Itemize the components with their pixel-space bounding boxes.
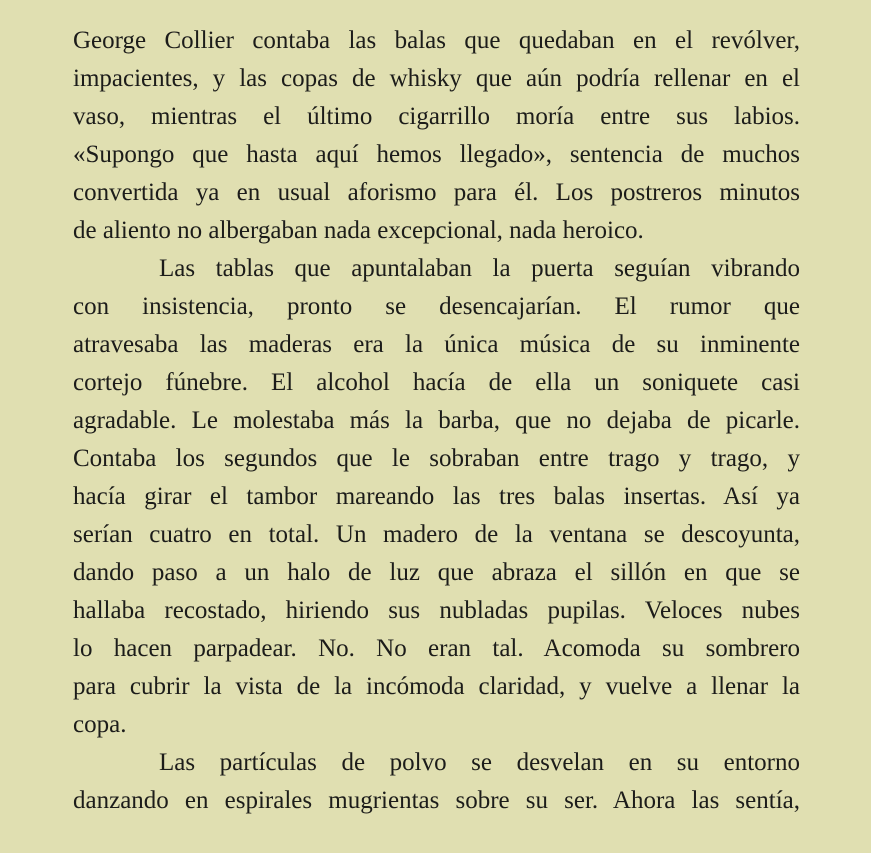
text-line: Las tablas que apuntalaban la puerta seguían vibrando <box>159 255 800 282</box>
text-line: hallaba recostado, hiriendo sus nubladas pupilas. Veloces nubes <box>73 597 800 624</box>
text-line: de aliento no albergaban nada excepcional, nada heroico. <box>73 217 644 244</box>
text-line: vaso, mientras el último cigarrillo moría entre sus labios. <box>73 103 800 130</box>
text-line: para cubrir la vista de la incómoda claridad, y vuelve a llenar la <box>73 673 800 700</box>
text-line: con insistencia, pronto se desencajarían. El rumor que <box>73 293 800 320</box>
text-line: agradable. Le molestaba más la barba, que no dejaba de picarle. <box>73 407 800 434</box>
text-line: Contaba los segundos que le sobraban entre trago y trago, y <box>73 445 800 472</box>
text-line: Las partículas de polvo se desvelan en su entorno <box>159 749 800 776</box>
text-line: atravesaba las maderas era la única música de su inminente <box>73 331 800 358</box>
text-line: cortejo fúnebre. El alcohol hacía de ella un soniquete casi <box>73 369 800 396</box>
text-line: «Supongo que hasta aquí hemos llegado», sentencia de muchos <box>73 141 800 168</box>
text-line: George Collier contaba las balas que quedaban en el revólver, <box>73 27 800 54</box>
body-text <box>73 22 800 820</box>
text-line: lo hacen parpadear. No. No eran tal. Acomoda su sombrero <box>73 635 800 662</box>
text-line: serían cuatro en total. Un madero de la ventana se descoyunta, <box>73 521 800 548</box>
text-line: danzando en espirales mugrientas sobre su ser. Ahora las sentía, <box>73 787 800 814</box>
text-line: copa. <box>73 711 127 738</box>
text-line: convertida ya en usual aforismo para él. Los postreros minutos <box>73 179 800 206</box>
text-line: impacientes, y las copas de whisky que aún podría rellenar en el <box>73 65 800 92</box>
text-line: hacía girar el tambor mareando las tres balas insertas. Así ya <box>73 483 800 510</box>
text-line: dando paso a un halo de luz que abraza el sillón en que se <box>73 559 800 586</box>
